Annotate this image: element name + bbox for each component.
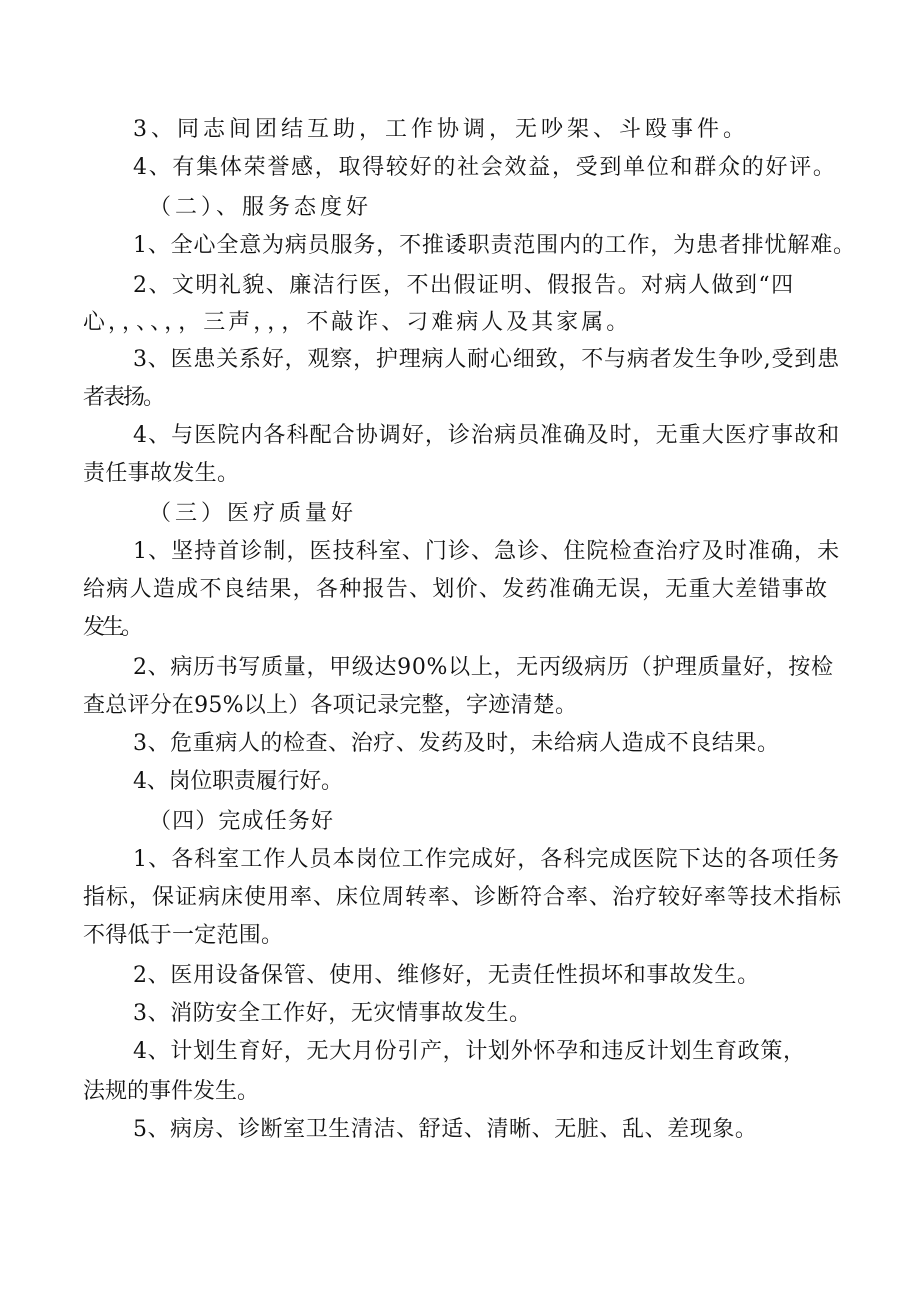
text-line: 者表扬。: [83, 385, 164, 410]
section-heading: （四）完成任务好: [149, 809, 335, 834]
text-line: 1、全心全意为病员服务，不推诿职责范围内的工作，为患者排忧解难。: [133, 233, 856, 258]
text-line: 给病人造成不良结果，各种报告、划价、发药准确无误，无重大差错事故: [83, 577, 829, 602]
text-line: 4、有集体荣誉感，取得较好的社会效益，受到单位和群众的好评。: [133, 155, 837, 180]
text-line: 查总评分在95%以上）各项记录完整，字迹清楚。: [83, 693, 578, 718]
text-line: 法规的事件发生。: [83, 1079, 260, 1104]
text-line: 3、消防安全工作好，无灾情事故发生。: [133, 1001, 532, 1026]
text-line: 4、与医院内各科配合协调好，诊治病员准确及时，无重大医疗事故和: [133, 423, 841, 448]
text-line: 4、计划生育好，无大月份引产，计划外怀孕和违反计划生育政策，: [133, 1039, 806, 1064]
text-line: 4、岗位职责履行好。: [133, 769, 343, 794]
text-line: 2、病历书写质量，甲级达90%以上，无丙级病历（护理质量好，按检: [133, 655, 834, 680]
text-line: 指标，保证病床使用率、床位周转率、诊断符合率、治疗较好率等技术指标: [83, 885, 843, 910]
text-line: 心，，、、，，三声，，，不敲诈、刁难病人及其家属。: [83, 310, 632, 335]
text-line: 3、同志间团结互助，工作协调，无吵架、斗殴事件。: [133, 117, 749, 142]
section-heading: （二）、服务态度好: [149, 195, 373, 220]
section-heading: （三）医疗质量好: [149, 501, 358, 526]
text-line: 责任事故发生。: [83, 461, 240, 486]
text-line: 3、危重病人的检查、治疗、发药及时，未给病人造成不良结果。: [133, 731, 780, 756]
text-line: 1、坚持首诊制，医技科室、门诊、急诊、住院检查治疗及时准确，未: [133, 539, 841, 564]
text-line: 3、医患关系好，观察，护理病人耐心细致，不与病者发生争吵,受到患: [133, 347, 840, 372]
text-line: 2、医用设备保管、使用、维修好，无责任性损坏和事故发生。: [133, 963, 760, 988]
text-line: 2、文明礼貌、廉洁行医，不出假证明、假报告。对病人做到“四: [133, 273, 795, 298]
text-line: 1、各科室工作人员本岗位工作完成好，各科完成医院下达的各项任务: [133, 847, 841, 872]
text-line: 不得低于一定范围。: [83, 923, 284, 948]
text-line: 5、病房、诊断室卫生清洁、舒适、清晰、无脏、乱、差现象。: [133, 1117, 758, 1142]
text-line: 发生。: [83, 615, 141, 640]
